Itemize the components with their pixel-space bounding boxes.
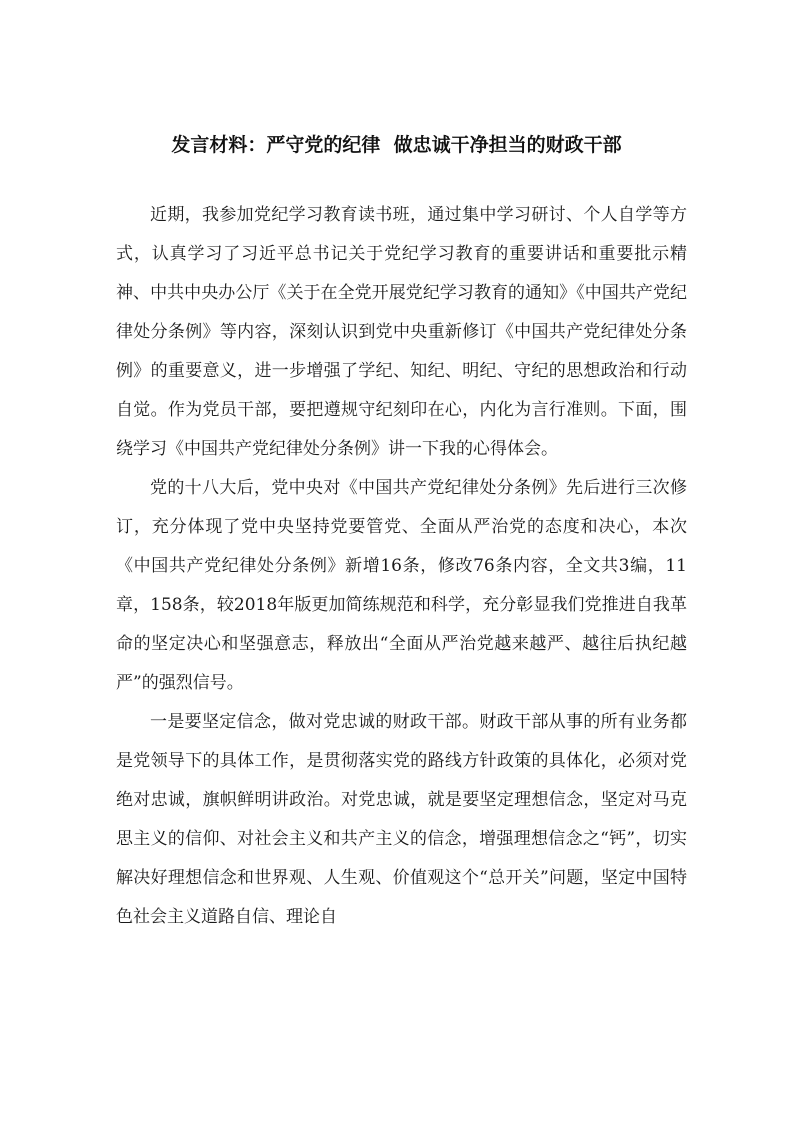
paragraph-intro: 近期，我参加党纪学习教育读书班，通过集中学习研讨、个人自学等方式，认真学习了习近平总书记关于党纪学习教育的重要讲话和重要批示精神、中共中央办公厅《关于在全党开展党纪学习教育的通知》《中国共产党纪律处分条例》等内容，深刻认识到党中央重新修订《中国共产党纪律处分条例》的重要意义，进一步增强了学纪、知纪、明纪、守纪的思想政治和行动自觉。作为党员干部，要把遵规守纪刻印在心，内化为言行准则。下面，围绕学习《中国共产党纪律处分条例》讲一下我的心得体会。 [116,205,687,459]
document-title: 发言材料：严守党的纪律 做忠诚干净担当的财政干部 [171,134,622,156]
paragraph-revision-history: 党的十八大后，党中央对《中国共产党纪律处分条例》先后进行三次修订，充分体现了党中央坚持党要管党、全面从严治党的态度和决心，本次《中国共产党纪律处分条例》新增16条，修改76条内容，全文共3编，11章，158条，较2018年版更加简练规范和科学，充分彰显我们党推进自我革命的坚定决心和坚强意志，释放出“全面从严治党越来越严、越往后执纪越严”的强烈信号。 [116,478,687,693]
document-body [116,196,687,937]
paragraph-point-one: 一是要坚定信念，做对党忠诚的财政干部。财政干部从事的所有业务都是党领导下的具体工作，是贯彻落实党的路线方针政策的具体化，必须对党绝对忠诚，旗帜鲜明讲政治。对党忠诚，就是要坚定理想信念，坚定对马克思主义的信仰、对社会主义和共产主义的信念，增强理想信念之“钙”，切实解决好理想信念和世界观、人生观、价值观这个“总开关”问题，坚定中国特色社会主义道路自信、理论自 [116,712,687,927]
